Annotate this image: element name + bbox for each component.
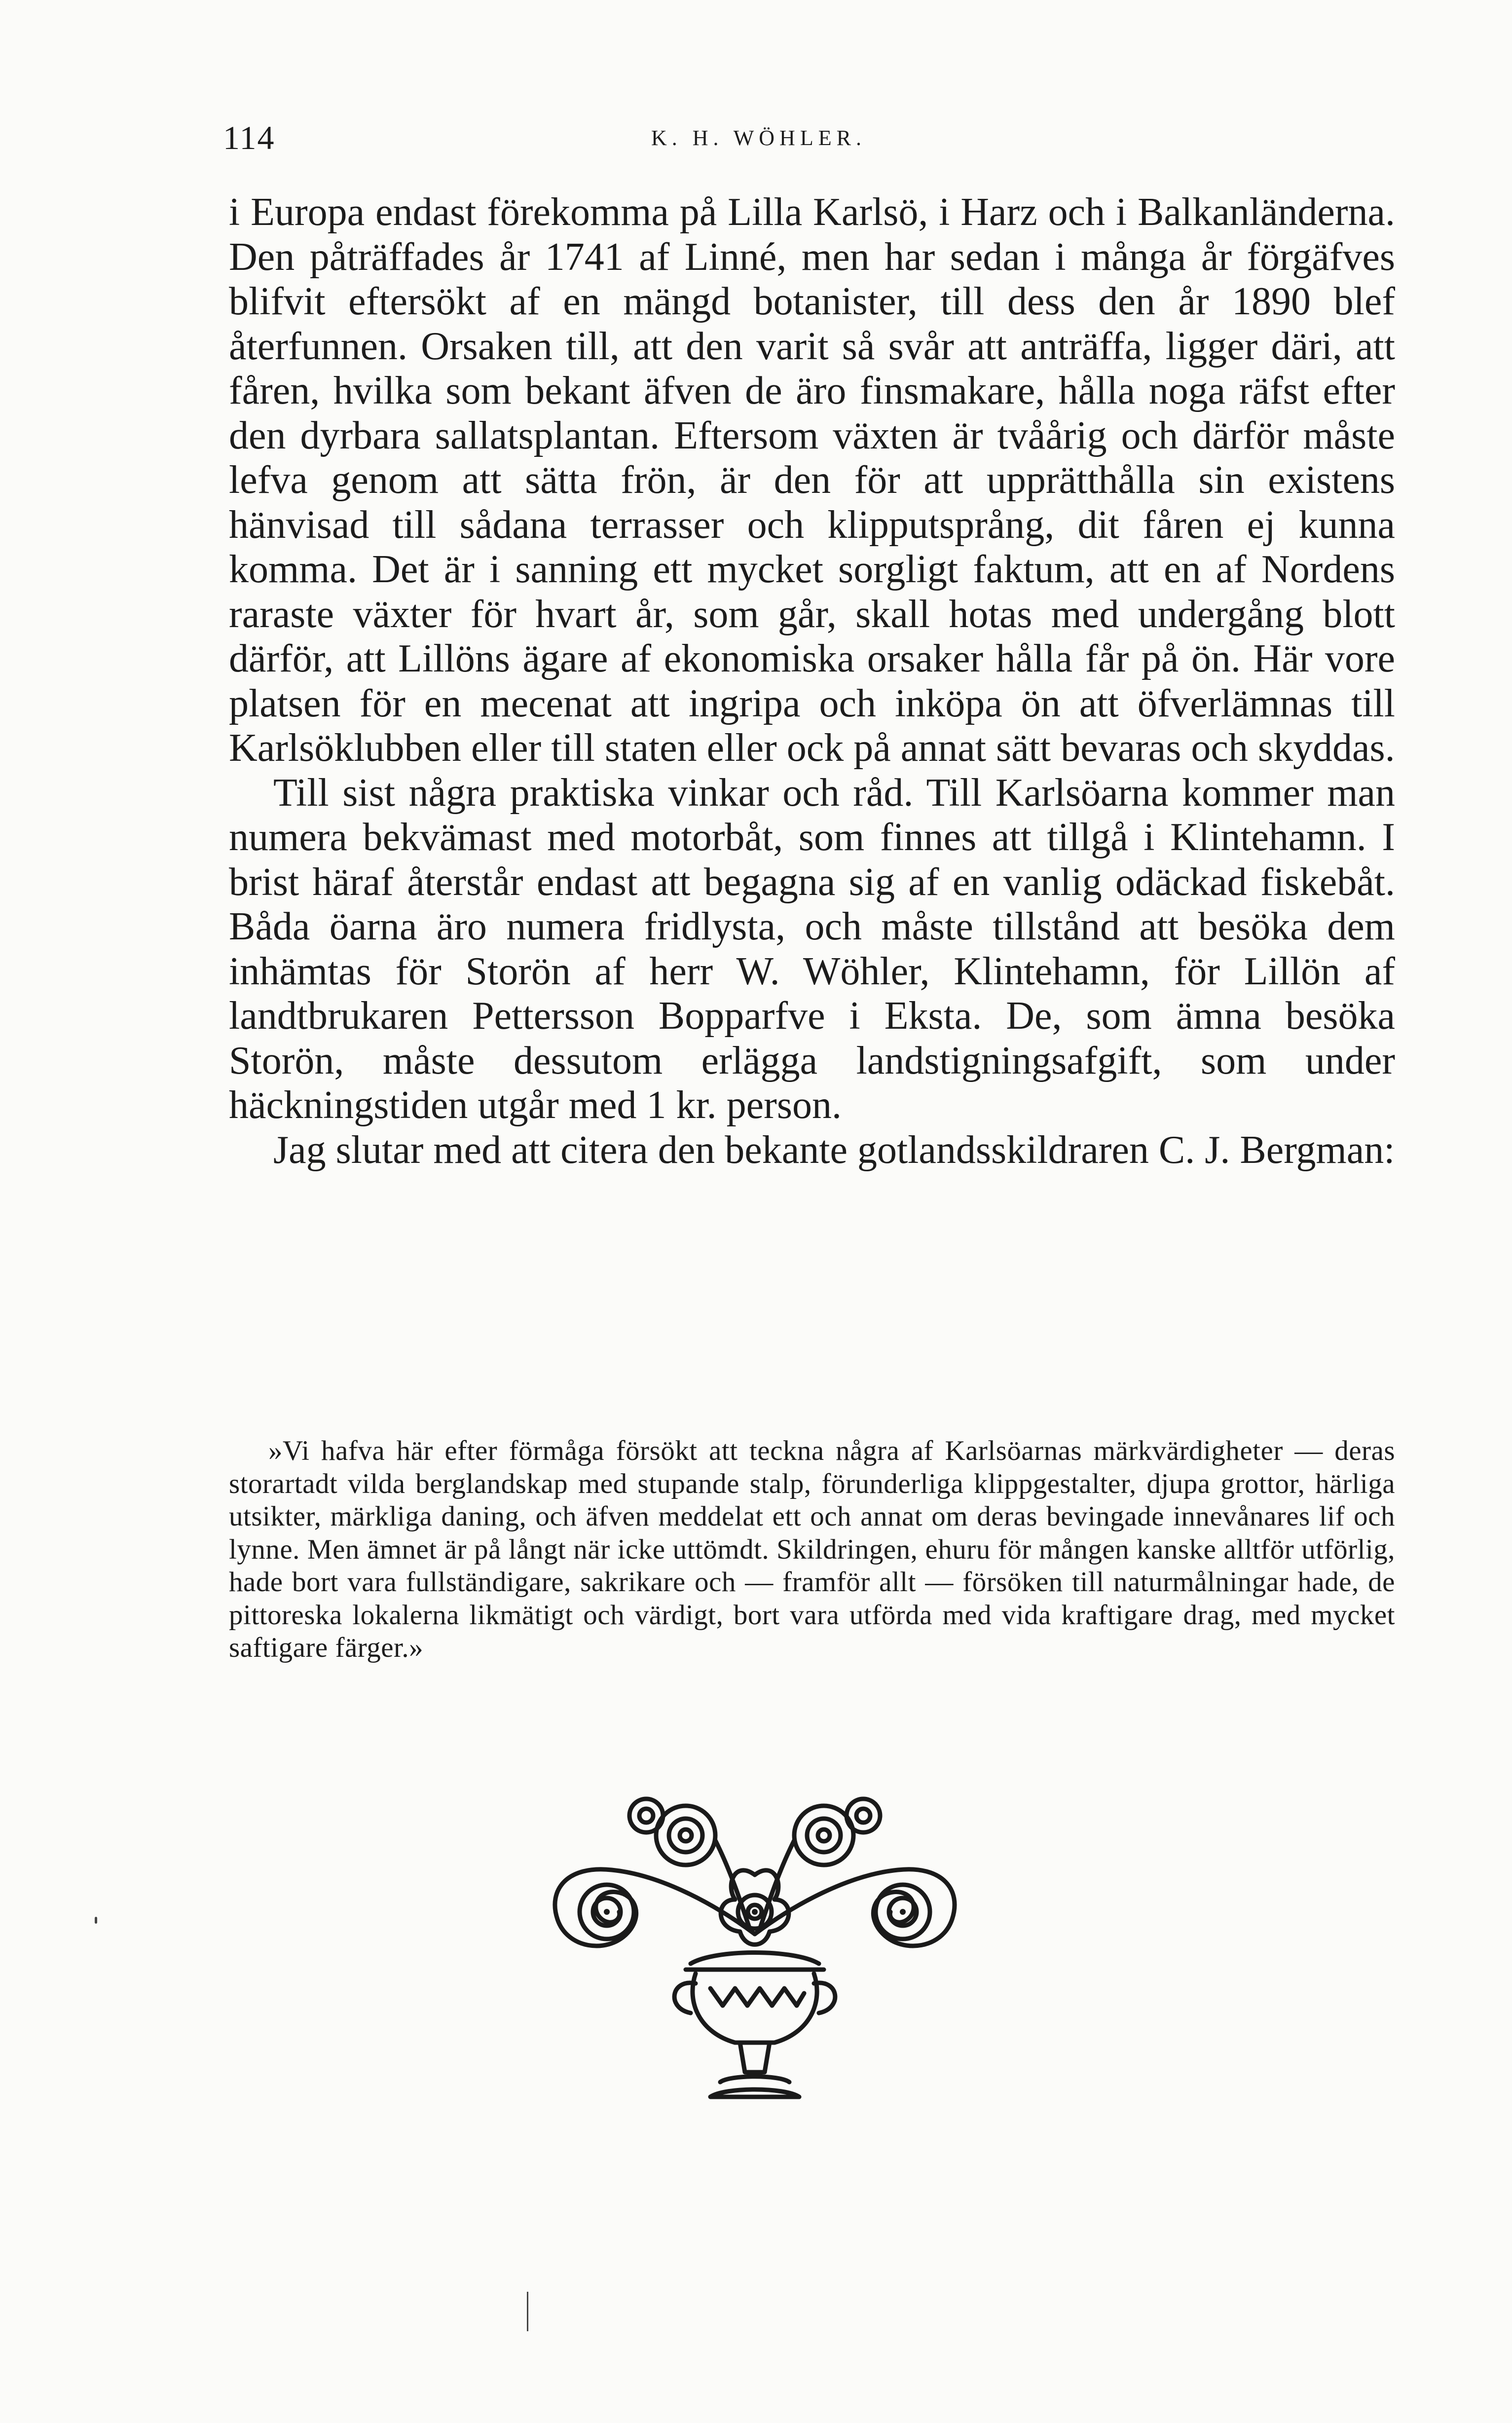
page-number: 114 [223, 119, 275, 156]
paragraph-3: Jag slutar med att citera den bekante gotlandsskildraren C. J. Bergman: [273, 1128, 1395, 1172]
vase-with-scrolls-ornament-icon [538, 1786, 972, 2126]
scan-mark [95, 1917, 97, 1924]
scan-mark [527, 2292, 528, 2331]
running-head: K. H. WÖHLER. [651, 126, 866, 150]
page-header [0, 118, 1512, 168]
block-quote [229, 1435, 1395, 1665]
quote-text: »Vi hafva här efter förmåga försökt att teckna några af Karlsöarnas märkvärdigheter — deras storartadt vilda berglandskap med stupande stalp, förunderliga klippgestalter, djupa grottor, härliga utsikter, märkliga daning, och äfven meddelat ett och annat om deras bevingade innevånares lif och lynne. Men ämnet är på långt när icke uttömdt. Skildringen, ehuru för mången kanske alltför utförlig, hade bort vara fullständigare, sakrikare och — framför allt — försöken till naturmålningar hade, de pittoreska lokalerna likmätigt och värdigt, bort vara utförda med vida kraftigare drag, med mycket saftigare färger.» [229, 1435, 1395, 1663]
body-text [229, 190, 1395, 1172]
paragraph-1: i Europa endast förekomma på Lilla Karlsö, i Harz och i Balkanländerna. Den påträffades år 1741 af Linné, men har sedan i många år förgäfves blifvit eftersökt af en mängd botanister, till dess den år 1890 blef återfunnen. Orsaken till, att den varit så svår att anträffa, ligger däri, att fåren, hvilka som bekant äfven de äro finsmakare, hålla noga räfst efter den dyrbara sallatsplantan. Eftersom växten är tvåårig och därför måste lefva genom att sätta frön, är den för att upprätthålla sin existens hänvisad till sådana terrasser och klipputsprång, dit fåren ej kunna komma. Det är i sanning ett mycket sorgligt faktum, att en af Nordens raraste växter för hvart år, som går, skall hotas med undergång blott därför, att Lillöns ägare af ekonomiska orsaker hålla får på ön. Här vore platsen för en mecenat att ingripa och inköpa ön att öfverlämnas till Karlsöklubben eller till staten eller ock på annat sätt bevaras och skyddas. [229, 190, 1395, 770]
paragraph-2: Till sist några praktiska vinkar och råd. Till Karlsöarna kommer man numera bekvämast med motorbåt, som finnes att tillgå i Klintehamn. I brist häraf återstår endast att begagna sig af en vanlig odäckad fiskebåt. Båda öarna äro numera fridlysta, och måste tillstånd att besöka dem inhämtas för Storön af herr W. Wöhler, Klintehamn, för Lillön af landtbrukaren Pettersson Bopparfve i Eksta. De, som ämna besöka Storön, måste dessutom erlägga landstigningsafgift, som under häckningstiden utgår med 1 kr. person. [229, 771, 1395, 1127]
